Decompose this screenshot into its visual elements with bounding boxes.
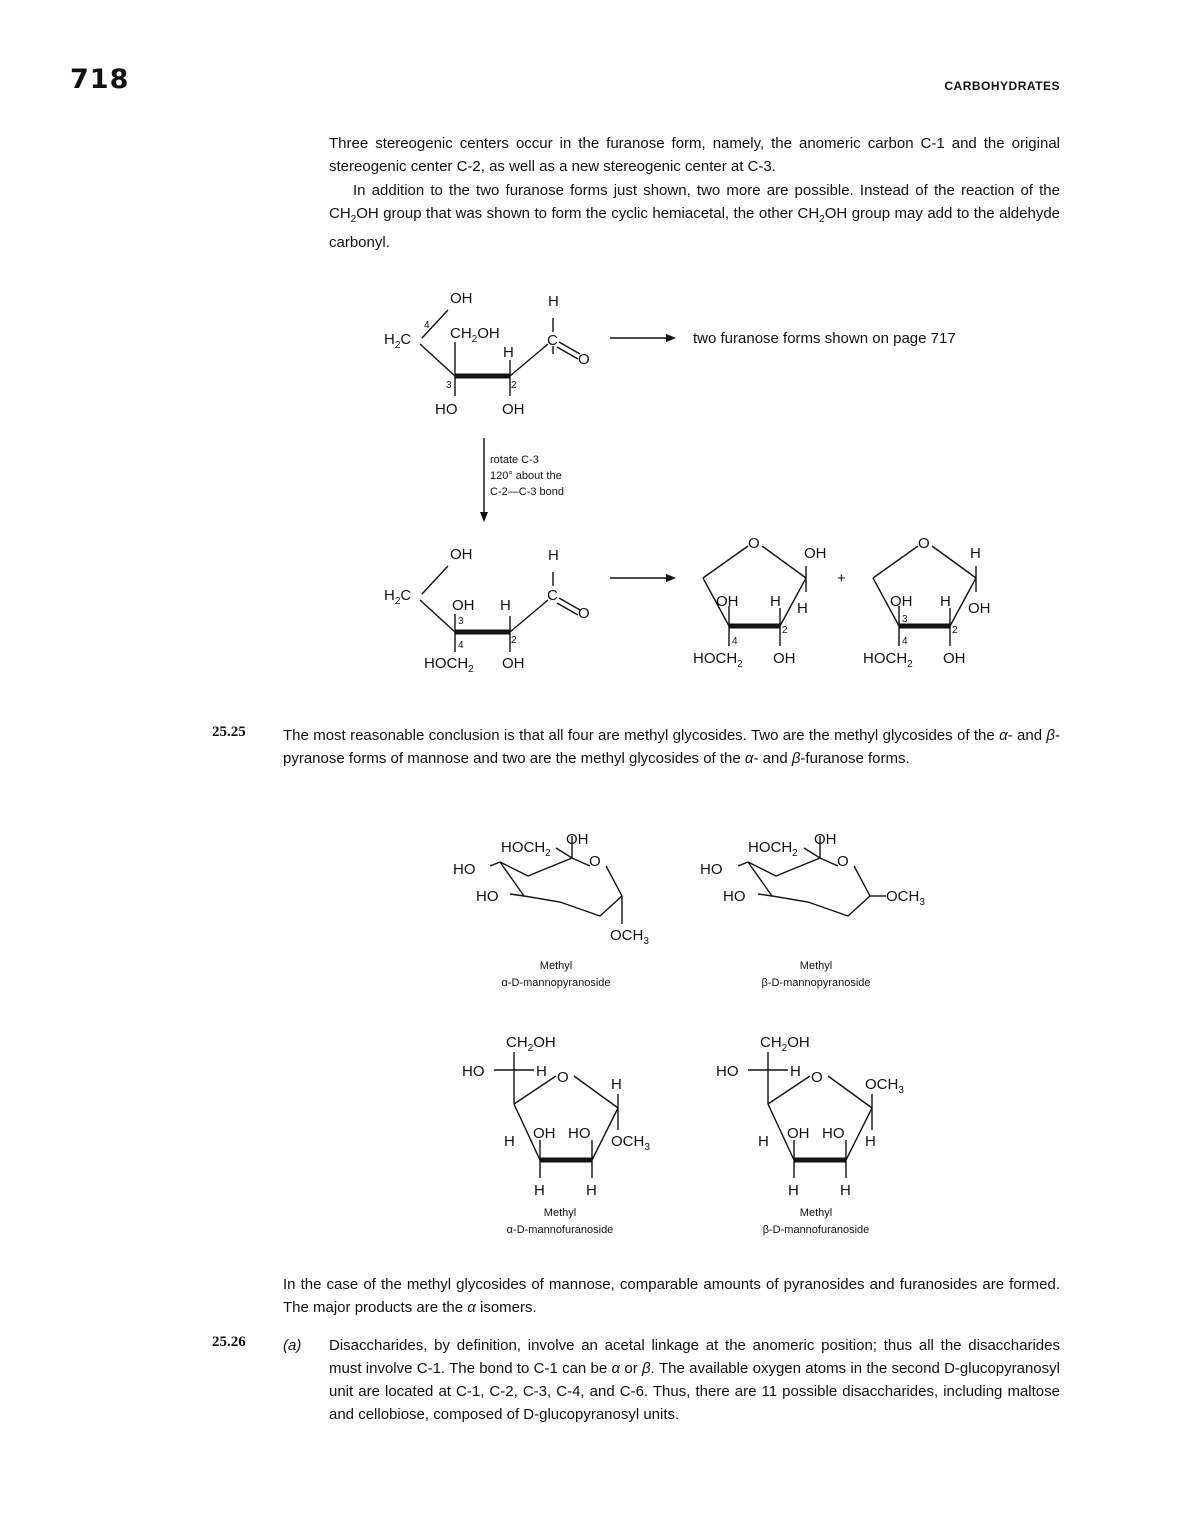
svg-text:H: H — [797, 600, 808, 617]
caption-name-3: α-D-mannofuranoside — [506, 1224, 614, 1236]
closing-alpha: α — [467, 1299, 476, 1316]
rotate-line-2: 120° about the — [490, 470, 562, 482]
svg-text:OH: OH — [452, 597, 475, 614]
svg-text:OH: OH — [502, 401, 525, 418]
svg-text:HO: HO — [822, 1125, 845, 1142]
section-number-25-25: 25.25 — [212, 724, 246, 740]
caption-name-4: β-D-mannofuranoside — [762, 1224, 870, 1236]
caption-beta-furanoside — [716, 1205, 916, 1239]
svg-text:4: 4 — [732, 636, 738, 647]
svg-text:H: H — [770, 593, 781, 610]
svg-text:CH2OH: $CH_2OH$ — [760, 1034, 810, 1054]
svg-text:2: 2 — [511, 380, 517, 391]
closing-text-a: In the case of the methyl glycosides of mannose, comparable amounts of pyranosides and furanosides are formed. The major products are the — [283, 1276, 1060, 1316]
caption-methyl-1: Methyl — [539, 960, 573, 972]
intro-p2-b: OH group that was shown to form the cyclic hemiacetal, the other CH — [356, 205, 820, 222]
svg-text:CH2OH: $CH_2OH$ — [450, 325, 500, 345]
svg-text:H: H — [758, 1133, 769, 1150]
scheme-arrow-text: two furanose forms shown on page 717 — [693, 330, 956, 347]
svg-text:OH: OH — [533, 1125, 556, 1142]
svg-text:3: 3 — [902, 614, 908, 625]
svg-text:H: H — [500, 597, 511, 614]
section-25-26-text — [329, 1334, 1060, 1426]
svg-text:HO: HO — [723, 888, 746, 905]
svg-text:HO: HO — [700, 861, 723, 878]
svg-text:2: 2 — [782, 625, 788, 636]
svg-text:OH: OH — [804, 545, 827, 562]
svg-text:HO: HO — [716, 1063, 739, 1080]
svg-text:H2C: $H_2C$ — [384, 587, 412, 607]
svg-text:O: O — [811, 1069, 823, 1086]
svg-text:H: H — [940, 593, 951, 610]
svg-text:OH: OH — [450, 290, 473, 307]
svg-text:H: H — [970, 545, 981, 562]
svg-text:H: H — [840, 1182, 851, 1199]
svg-text:OH: OH — [787, 1125, 810, 1142]
svg-text:H: H — [586, 1182, 597, 1199]
svg-text:H: H — [536, 1063, 547, 1080]
caption-methyl-2: Methyl — [799, 960, 833, 972]
s2525-alpha-1: α — [999, 727, 1008, 744]
svg-text:OCH3: $OCH_3$ — [865, 1076, 904, 1096]
caption-methyl-4: Methyl — [799, 1207, 833, 1219]
svg-text:HO: HO — [568, 1125, 591, 1142]
s2526-text-a: Disaccharides, by definition, involve an acetal linkage at the anomeric position; thus all the disaccharides must involve C-1. The bond to C-1 can be — [329, 1337, 1060, 1377]
intro-paragraph-2: In addition to the two furanose forms just shown, two more are possible. Instead of the reaction of the $CH_2OH$ group that was shown to form the cyclic hemiacetal, the other $CH_2OH$ group may add to the aldehyde carbonyl. — [329, 182, 1060, 251]
svg-text:OH: OH — [773, 650, 796, 667]
s2526-text-b: . The available oxygen atoms in the second D-glucopyranosyl unit are located at C-1, C-2, C-3, C-4, and C-6. Thus, there are 11 possible disaccharides, including maltose and cellobiose, composed of D-glucopyranosyl units. — [329, 1360, 1060, 1423]
svg-text:H: H — [790, 1063, 801, 1080]
svg-text:OH: OH — [566, 831, 589, 848]
s2526-alpha: α — [611, 1360, 621, 1377]
intro-p2-a: In addition to the two furanose forms just shown, two more are possible. Instead of the reaction of the CH — [329, 182, 1060, 222]
intro-p1-text: Three stereogenic centers occur in the furanose form, namely, the anomeric carbon C-1 and the original stereogenic center C-2, as well as a new stereogenic center at C-3. — [329, 135, 1060, 175]
s2526-beta: β — [641, 1360, 651, 1377]
s2526-or: or — [620, 1360, 642, 1377]
section-number-25-26: 25.26 — [212, 1334, 246, 1350]
intro-p2-c: OH group may add to the aldehyde carbonyl. — [329, 205, 1060, 251]
page-number: 718 — [70, 64, 130, 95]
svg-text:OH: OH — [814, 831, 837, 848]
svg-text:CH2OH: $CH_2OH$ — [506, 1034, 556, 1054]
svg-text:C: C — [547, 332, 558, 349]
svg-text:H: H — [534, 1182, 545, 1199]
svg-text:O: O — [557, 1069, 569, 1086]
svg-text:H: H — [548, 293, 559, 310]
svg-text:H: H — [503, 344, 514, 361]
s2525-text-d: - and — [753, 750, 792, 767]
svg-text:HOCH2: $HOCH_2$ — [424, 655, 474, 675]
svg-text:H: H — [611, 1076, 622, 1093]
svg-text:O: O — [837, 853, 849, 870]
rotate-line-3: C-2—C-3 bond — [490, 486, 564, 498]
s2525-text-b: - and — [1007, 727, 1047, 744]
svg-text:OH: OH — [890, 593, 913, 610]
caption-alpha-pyranoside — [456, 958, 656, 992]
svg-text:HO: HO — [476, 888, 499, 905]
svg-text:H: H — [548, 547, 559, 564]
running-head: CARBOHYDRATES — [944, 79, 1060, 93]
svg-text:O: O — [578, 605, 590, 622]
svg-text:OH: OH — [968, 600, 991, 617]
caption-methyl-3: Methyl — [543, 1207, 577, 1219]
s2525-alpha-2: α — [744, 750, 754, 767]
svg-text:OH: OH — [450, 546, 473, 563]
svg-text:O: O — [578, 351, 590, 368]
svg-text:HO: HO — [462, 1063, 485, 1080]
svg-text:+: + — [837, 570, 846, 587]
rotate-line-1: rotate C-3 — [490, 454, 539, 466]
svg-text:OH: OH — [716, 593, 739, 610]
svg-text:OCH3: $OCH_3$ — [610, 927, 649, 947]
svg-text:OH: OH — [502, 655, 525, 672]
caption-alpha-furanoside — [460, 1205, 660, 1239]
svg-text:4: 4 — [902, 636, 908, 647]
svg-text:H2C: $H_2C$ — [384, 331, 412, 351]
closing-paragraph — [283, 1273, 1060, 1319]
svg-text:O: O — [748, 535, 760, 552]
svg-text:HOCH2: $HOCH_2$ — [693, 650, 743, 670]
svg-text:O: O — [918, 535, 930, 552]
svg-text:H: H — [865, 1133, 876, 1150]
svg-text:3: 3 — [458, 616, 464, 627]
svg-text:2: 2 — [511, 635, 517, 646]
svg-text:OH: OH — [943, 650, 966, 667]
svg-text:OCH3: $OCH_3$ — [886, 888, 925, 908]
caption-beta-pyranoside — [716, 958, 916, 992]
svg-text:HO: HO — [435, 401, 458, 418]
svg-text:HOCH2: $HOCH_2$ — [748, 839, 798, 859]
svg-text:OCH3: $OCH_3$ — [611, 1133, 650, 1153]
svg-text:2: 2 — [952, 625, 958, 636]
svg-text:4: 4 — [458, 640, 464, 651]
s2525-beta-2: β — [791, 750, 801, 767]
svg-text:3: 3 — [446, 380, 452, 391]
svg-text:HOCH2: $HOCH_2$ — [501, 839, 551, 859]
svg-text:4: 4 — [424, 320, 430, 331]
caption-name-2: β-D-mannopyranoside — [761, 977, 871, 989]
svg-text:HO: HO — [453, 861, 476, 878]
s2525-beta-1: β — [1046, 727, 1055, 744]
svg-text:H: H — [788, 1182, 799, 1199]
svg-text:C: C — [547, 587, 558, 604]
closing-text-b: isomers. — [475, 1299, 537, 1316]
svg-text:H: H — [504, 1133, 515, 1150]
caption-name-1: α-D-mannopyranoside — [501, 977, 611, 989]
s2525-text-a: The most reasonable conclusion is that all four are methyl glycosides. Two are the methyl glycosides of the — [283, 727, 1000, 744]
section-25-26-part: (a) — [283, 1337, 302, 1354]
s2525-text-c: -pyranose forms of mannose and two are the methyl glycosides of the — [283, 727, 1060, 767]
svg-text:HOCH2: $HOCH_2$ — [863, 650, 913, 670]
svg-text:O: O — [589, 853, 601, 870]
s2525-text-e: -furanose forms. — [800, 750, 910, 767]
